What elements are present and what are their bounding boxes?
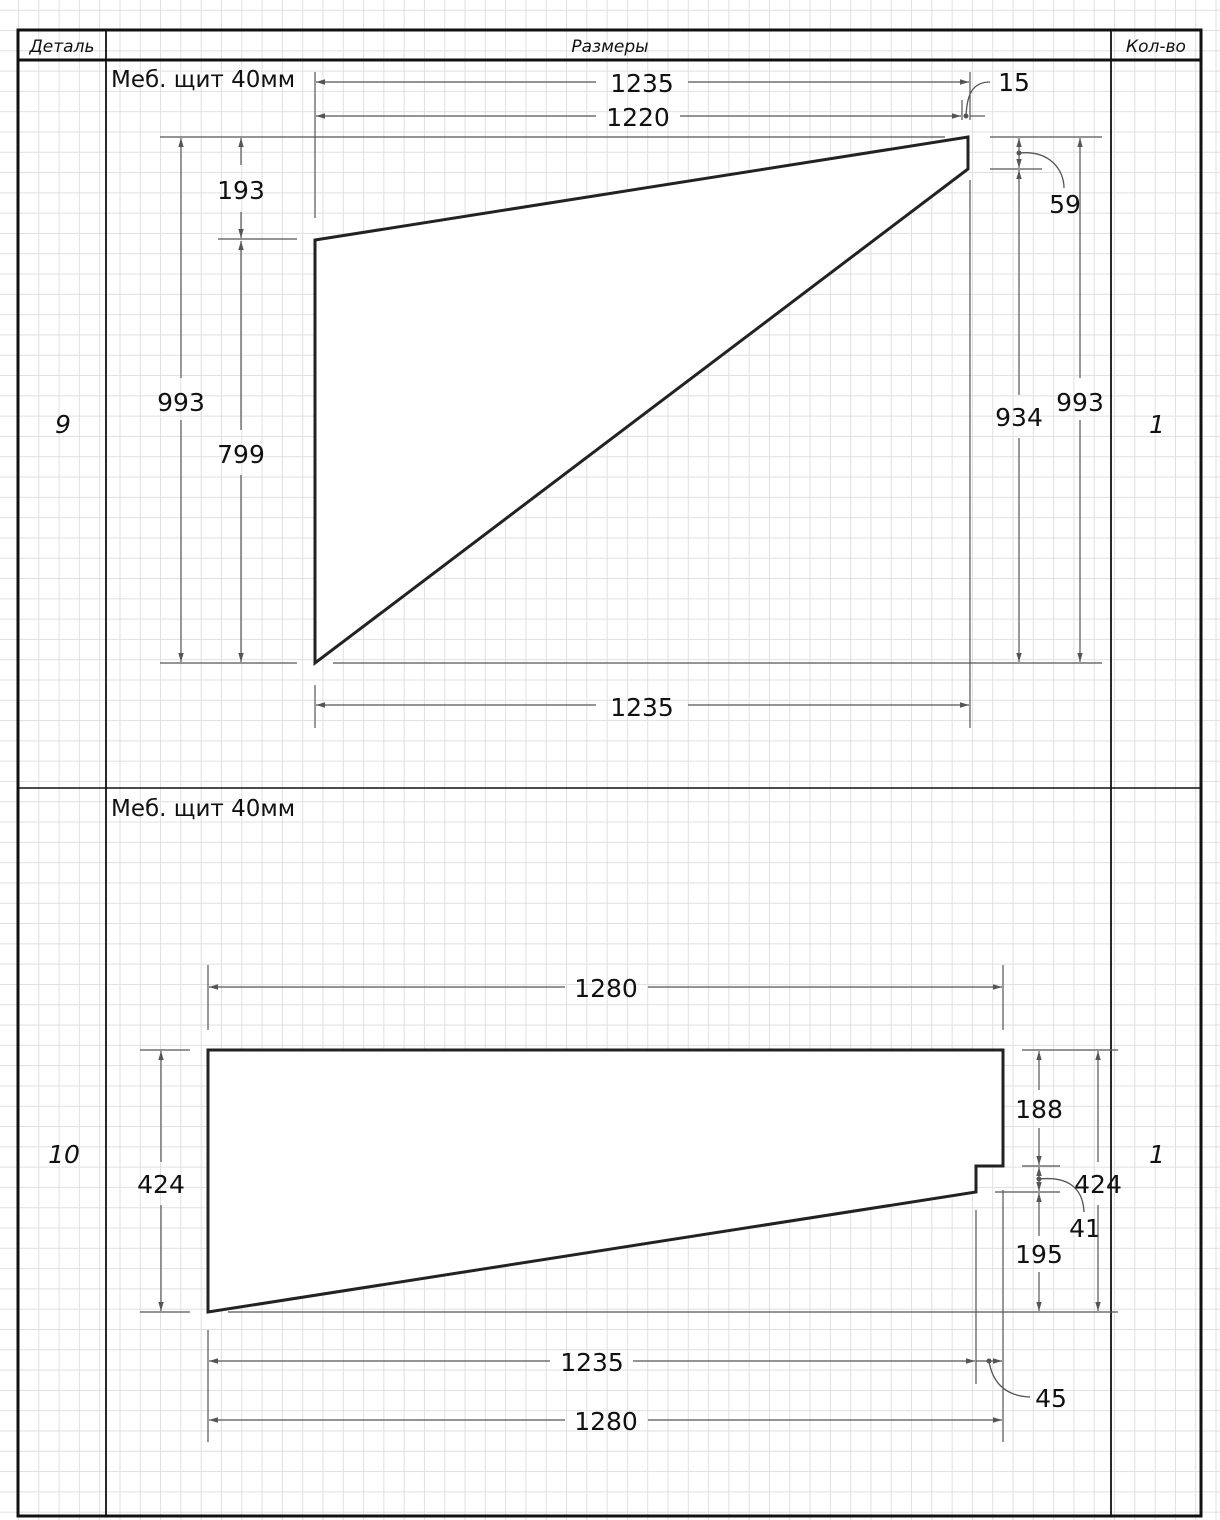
part-9-dim-top-inner: 1220 <box>606 103 670 132</box>
part-9-dim-right-small: 59 <box>1049 190 1081 219</box>
part-9-quantity: 1 <box>1149 410 1165 439</box>
part-9-dim-bottom: 1235 <box>610 693 674 722</box>
part-9-dim-left-top: 193 <box>217 176 265 205</box>
part-10-dim-right-bottom: 195 <box>1015 1240 1063 1269</box>
part-9-dim-top-total: 1235 <box>610 69 674 98</box>
part-10-material: Меб. щит 40мм <box>111 796 296 822</box>
header-quantity: Кол-во <box>1126 37 1186 57</box>
part-9-dim-left-total: 993 <box>157 388 205 417</box>
part-9-number: 9 <box>55 410 71 439</box>
part-9-dim-top-offset: 15 <box>998 68 1030 97</box>
header-part: Деталь <box>29 37 95 57</box>
part-9-outline <box>315 137 968 663</box>
part-10-dim-top: 1280 <box>574 974 638 1003</box>
part-9-material: Меб. щит 40мм <box>111 67 296 93</box>
part-10-dim-left: 424 <box>137 1170 185 1199</box>
part-9-dim-right-inner: 934 <box>995 403 1043 432</box>
part-9-dim-left-bottom: 799 <box>217 440 265 469</box>
part-10-dim-bottom-total: 1280 <box>574 1407 638 1436</box>
part-10-dim-bottom-step: 45 <box>1035 1384 1067 1413</box>
part-9-dim-right-total: 993 <box>1056 388 1104 417</box>
header-dimensions: Размеры <box>571 37 649 57</box>
part-10-quantity: 1 <box>1149 1140 1165 1169</box>
part-10-dim-right-top: 188 <box>1015 1095 1063 1124</box>
part-10-outline <box>208 1050 1003 1312</box>
part-10-dim-bottom-inner: 1235 <box>560 1348 624 1377</box>
part-10-number: 10 <box>48 1140 80 1169</box>
part-10-dim-right-step: 41 <box>1069 1214 1101 1243</box>
part-10-dim-right-total: 424 <box>1074 1170 1122 1199</box>
part-9-drawing <box>157 68 1104 728</box>
part-10-drawing <box>137 965 1122 1442</box>
